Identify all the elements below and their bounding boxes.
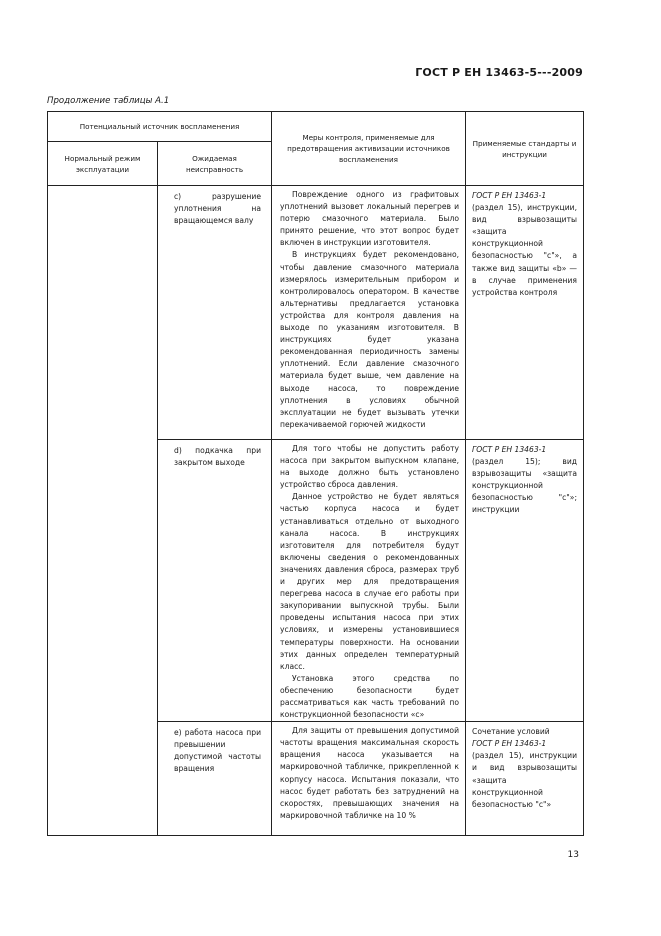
measure-paragraph: Данное устройство не будет являться частью корпуса насоса и будет устанавливаться отдельно от выходного канала насоса. В инструкциях изготовителя для потребителя будут включены сведения о рекомендованных значениях давления сброса, размерах труб и других мер для предотвращения перегрева насоса в случае его работы при закупоривании выпускной трубы. Были проведены испытания насоса при этих условиях, и измерены установившиеся температуры поверхности. На основании этих данных определен температурный класс. <box>280 492 460 671</box>
standard-lead: Сочетание условий <box>472 727 550 737</box>
measure-paragraph: Повреждение одного из графитовых уплотнений вызовет локальный перегрев и потерю смазочного материала. Было принято решение, что этот вопрос будет включен в инструкции изготовителя. <box>280 190 460 248</box>
measure-paragraph: Установка этого средства по обеспечению безопасности будет рассматриваться как часть требований по конструкционной безопасности «с» <box>280 673 460 720</box>
measure-paragraph: В инструкциях будет рекомендовано, чтобы давление смазочного материала измерялось измерительным прибором и контролировалось оператором. В качестве альтернативы предлагается установка устройства для контроля давления на выходе по указаниям изготовителя. В инструкциях будет указана рекомендованная периодичность замены уплотнений. Если давление смазочного материала будет выше, чем давление на выходе насоса, то повреждение уплотнения в условиях обычной эксплуатации не будет вызывать утечки перекачиваемой горючей жидкости <box>280 250 460 429</box>
fault-text: d) подкачка при закрытом выходе <box>174 446 262 468</box>
header-normal-mode: Нормальный режим эксплуатации <box>48 142 158 186</box>
table-row <box>48 186 584 440</box>
document-code: ГОСТ Р ЕН 13463-5---2009 <box>415 66 583 79</box>
page-number: 13 <box>567 850 579 860</box>
header-control-measures: Меры контроля, применяемые для предотвращения активизации источников воспламенения <box>272 112 466 186</box>
normal-mode-cell <box>48 186 158 836</box>
ignition-source-table <box>47 111 584 836</box>
measures-cell <box>272 186 466 440</box>
header-standards: Применяемые стандарты и инструкции <box>466 112 584 186</box>
fault-text: е) работа насоса при превышении допустимой частоты вращения <box>174 728 262 774</box>
measures-cell <box>272 722 466 836</box>
header-potential-source: Потенциальный источник воспламенения <box>48 112 272 142</box>
standard-text: (раздел 15), инструкции, вид взрывозащиты «защита конструкционной безопасностью "с"», а также вид защиты «b» — в случае применения устройства контроля <box>472 203 578 297</box>
expected-fault-cell <box>158 440 272 722</box>
header-row-1 <box>48 112 584 142</box>
standards-cell <box>466 722 584 836</box>
table-caption: Продолжение таблицы А.1 <box>47 96 170 106</box>
expected-fault-cell <box>158 186 272 440</box>
fault-text: с) разрушение уплотнения на вращающемся валу <box>174 192 262 226</box>
measures-cell <box>272 440 466 722</box>
standard-text: (раздел 15), инструкции и вид взрывозащиты «защита конструкционной безопасностью "с"» <box>472 751 578 809</box>
standard-reference: ГОСТ Р ЕН 13463-1 <box>472 191 547 200</box>
measure-paragraph: Для защиты от превышения допустимой частоты вращения максимальная скорость вращения насоса указывается на маркировочной табличке, прикрепленной к корпусу насоса. Испытания показали, что насос будет работать без затруднений на скоростях, превышающих значения на маркировочной табличке на 10 % <box>280 726 460 820</box>
measure-paragraph: Для того чтобы не допустить работу насоса при закрытом выпускном клапане, на выходе должно быть установлено устройство сброса давления. <box>280 444 460 490</box>
standards-cell <box>466 440 584 722</box>
standard-reference: ГОСТ Р ЕН 13463-1 <box>472 739 547 749</box>
header-expected-fault: Ожидаемая неисправность <box>158 142 272 186</box>
standard-reference: ГОСТ Р ЕН 13463-1 <box>472 445 547 454</box>
standards-cell <box>466 186 584 440</box>
standard-text: (раздел 15); вид взрывозащиты «защита конструкционной безопасностью "с"»; инструкции <box>472 457 578 515</box>
expected-fault-cell <box>158 722 272 836</box>
